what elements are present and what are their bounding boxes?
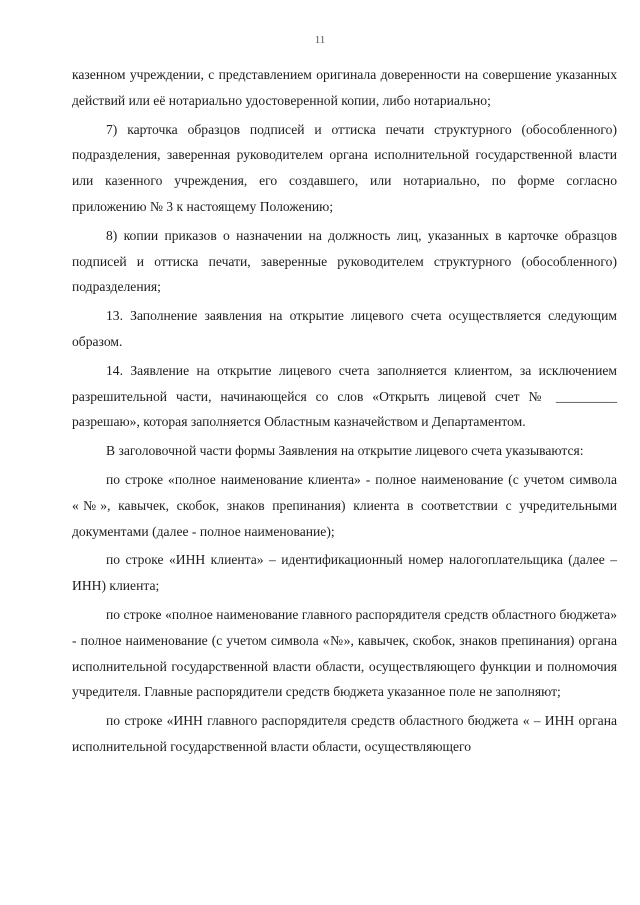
paragraph-main-manager-name: по строке «полное наименование главного распорядителя средств областного бюджета» - полное наименование (с учетом символа «№», кавычек, скобок, знаков препинания) органа исполнительной государственной власти области, осуществляющего функции и полномочия учредителя. Главные распорядители средств бюджета указанное поле не заполняют; (72, 606, 617, 700)
document-body (72, 62, 617, 760)
page-number: 11 (314, 34, 326, 46)
paragraph-item-7: 7) карточка образцов подписей и оттиска печати структурного (обособленного) подразделения, заверенная руководителем органа исполнительной государственной власти или казенного учреждения, его создавшего, или нотариально, по форме согласно приложению № 3 к настоящему Положению; (72, 121, 617, 214)
paragraph-13: 13. Заполнение заявления на открытие лицевого счета осуществляется следующим образом. (72, 308, 617, 349)
paragraph-continuation: казенном учреждении, с представлением оригинала доверенности на совершение указанных действий или её нотариально удостоверенной копии, либо нотариально; (72, 67, 617, 108)
paragraph-client-name: по строке «полное наименование клиента» - полное наименование (с учетом символа «№», кавычек, скобок, знаков препинания) клиента в соответствии с учредительными документами (далее - полное наименование); (72, 471, 617, 539)
paragraph-main-manager-inn: по строке «ИНН главного распорядителя средств областного бюджета « – ИНН органа исполнительной государственной власти области, осуществляющего (72, 713, 617, 754)
paragraph-client-inn: по строке «ИНН клиента» – идентификационный номер налогоплательщика (далее – ИНН) клиента; (72, 552, 617, 594)
paragraph-14: 14. Заявление на открытие лицевого счета заполняется клиентом, за исключением разрешительной части, начинающейся со слов «Открыть лицевой счет № _________ разрешаю», которая заполняется Областным казначейством и Департаментом. (72, 362, 617, 430)
paragraph-item-8: 8) копии приказов о назначении на должность лиц, указанных в карточке образцов подписей и оттиска печати, заверенные руководителем структурного (обособленного) подразделения; (72, 227, 617, 295)
paragraph-header-section: В заголовочной части формы Заявления на открытие лицевого счета указываются: (106, 443, 584, 459)
